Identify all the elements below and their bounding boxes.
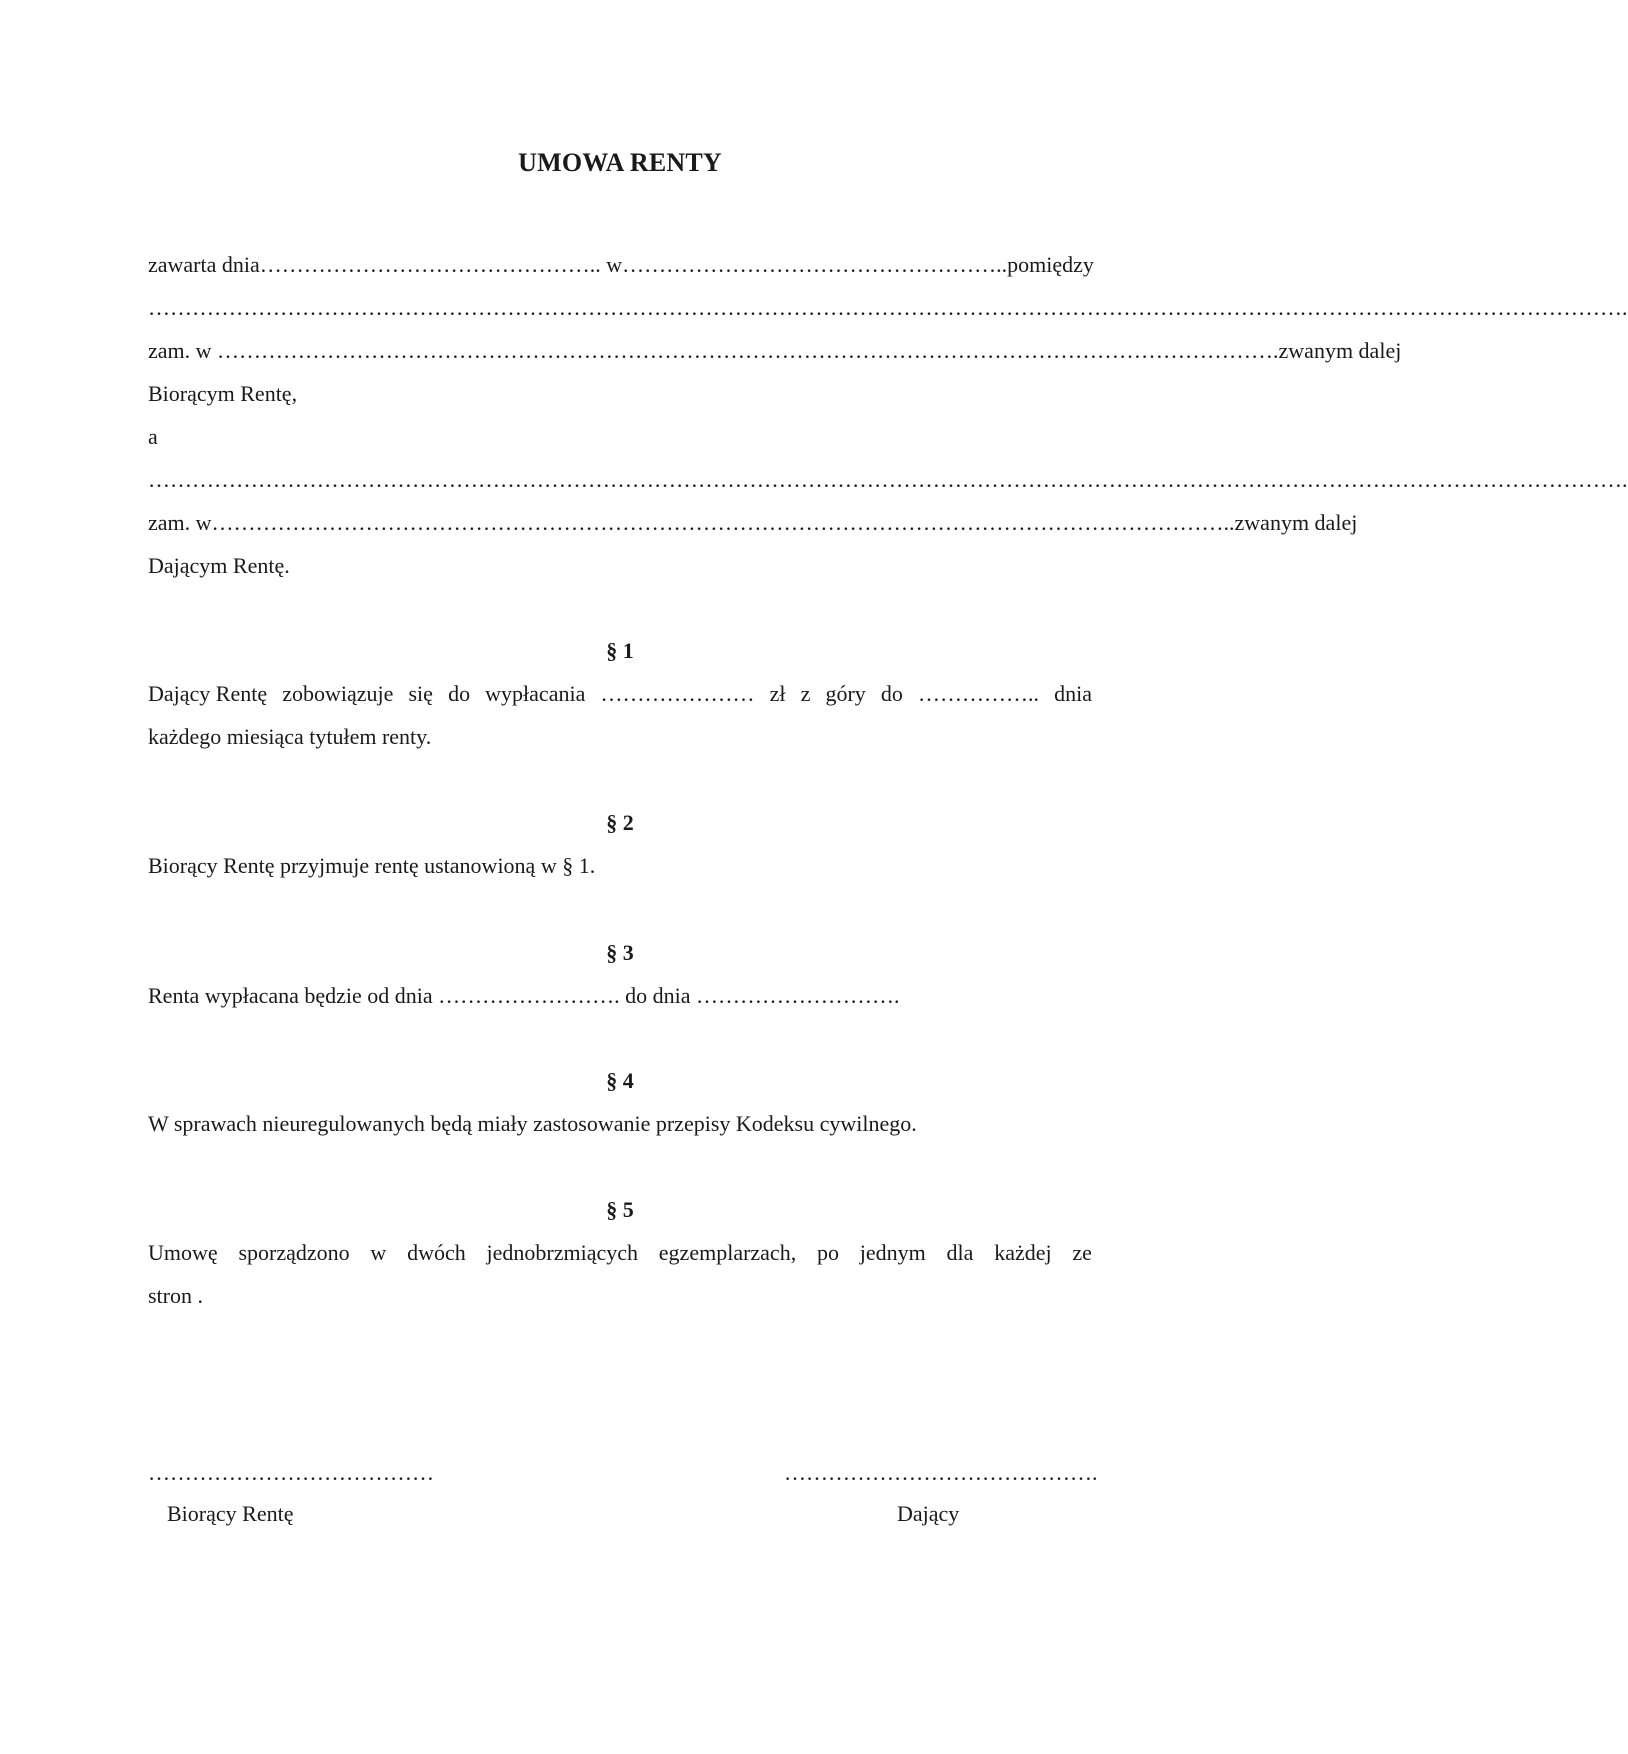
signature-label-payer: Dający <box>897 1501 960 1526</box>
section-1-heading: § 1 <box>606 638 634 663</box>
section-5-heading: § 5 <box>606 1197 634 1222</box>
section-3-line-1: Renta wypłacana będzie od dnia ……………………. do dnia ………………………. <box>148 983 900 1008</box>
intro-party2-address-text: zam. w………………………………………………………………………………………………………………………….. <box>148 510 1235 535</box>
section-5-word: ze <box>1072 1240 1092 1265</box>
section-5-line-1 <box>148 1238 1092 1268</box>
section-5-word: po <box>816 1240 839 1265</box>
section-5-word: każdej <box>994 1240 1052 1265</box>
section-1-word: do <box>880 681 903 706</box>
section-1-word: góry <box>825 681 866 706</box>
section-1-word: z <box>800 681 811 706</box>
intro-party1-role: Biorącym Rentę, <box>148 381 298 406</box>
section-4-line-1: W sprawach nieuregulowanych będą miały zastosowanie przepisy Kodeksu cywilnego. <box>148 1111 917 1136</box>
section-1-word: wypłacania <box>485 681 586 706</box>
intro-date-place-text: zawarta dnia……………………………………….. w…………………………………………….. <box>148 252 1008 277</box>
section-5-word: jednym <box>859 1240 926 1265</box>
section-1-word: do <box>448 681 471 706</box>
section-5-word: jednobrzmiących <box>486 1240 639 1265</box>
section-1-word: zobowiązuje <box>282 681 394 706</box>
section-5-word: dwóch <box>407 1240 466 1265</box>
section-5-word: dla <box>946 1240 974 1265</box>
signature-label-recipient: Biorący Rentę <box>167 1501 294 1526</box>
section-5-word: Umowę <box>148 1240 218 1265</box>
intro-party2-address-line <box>148 508 1358 538</box>
intro-party1-called-text: zwanym dalej <box>1278 338 1402 363</box>
intro-party1-address-line <box>148 336 1402 366</box>
section-4-heading: § 4 <box>606 1068 634 1093</box>
section-1-word: dnia <box>1054 681 1092 706</box>
intro-party2-name-line: …………………………………………………………………………………………………………………………………………………………………………………. <box>148 467 1628 492</box>
section-3-heading: § 3 <box>606 940 634 965</box>
section-5-line-2: stron . <box>148 1283 203 1308</box>
section-1-amount-blank: ………………… <box>600 681 755 706</box>
signature-line-payer: ……………………………………. <box>784 1460 1098 1485</box>
section-1-day-blank: …………….. <box>917 681 1039 706</box>
section-5-word: sporządzono <box>238 1240 350 1265</box>
section-1-line-2: każdego miesiąca tytułem renty. <box>148 724 432 749</box>
intro-party1-name-line: …………………………………………………………………………………………………………………………………………………………………………………. <box>148 295 1628 320</box>
section-2-line-1: Biorący Rentę przyjmuje rentę ustanowioną w § 1. <box>148 853 596 878</box>
section-5-word: egzemplarzach, <box>658 1240 797 1265</box>
intro-between-text: pomiędzy <box>1007 252 1094 277</box>
document-title: UMOWA RENTY <box>518 148 722 177</box>
intro-party2-called-text: zwanym dalej <box>1234 510 1358 535</box>
intro-party1-address-text: zam. w ………………………………………………………………………………………………………………………………. <box>148 338 1279 363</box>
section-1-word: się <box>408 681 433 706</box>
section-2-heading: § 2 <box>606 810 634 835</box>
section-1-line-1 <box>148 679 1092 709</box>
intro-and: a <box>148 424 158 449</box>
section-5-word: w <box>370 1240 387 1265</box>
section-1-word: Dający Rentę <box>148 681 268 706</box>
intro-line-date-place <box>148 250 1092 280</box>
section-1-word: zł <box>769 681 786 706</box>
signature-line-recipient: ………………………………… <box>148 1460 434 1485</box>
intro-party2-role: Dającym Rentę. <box>148 553 290 578</box>
